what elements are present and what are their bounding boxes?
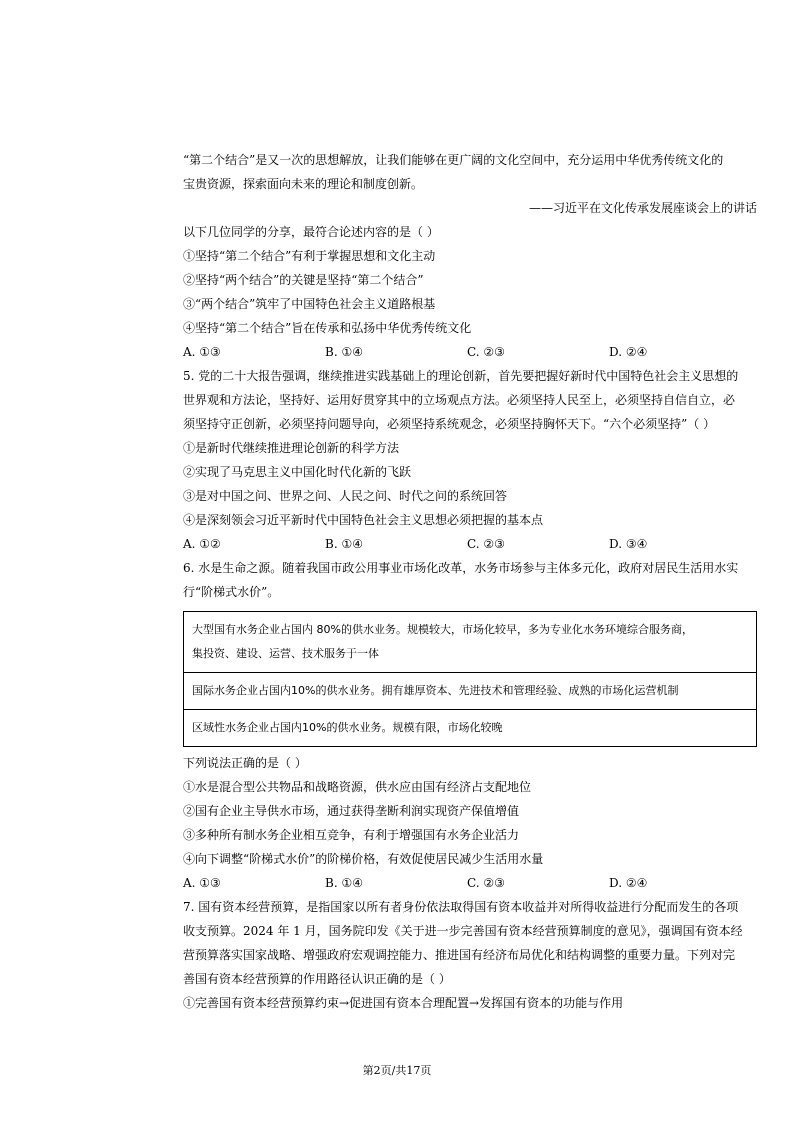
q5-options	[183, 532, 757, 556]
q5-option-a: A. ①②	[183, 537, 221, 551]
q7-item-1: ①完善国有资本经营预算约束→促进国有资本合理配置→发挥国有资本的功能与作用	[183, 996, 624, 1010]
q4-item-4: ④坚持“第二个结合”旨在传承和弘扬中华优秀传统文化	[183, 321, 472, 335]
q6-stem-line-2: 行“阶梯式水价”。	[183, 585, 280, 599]
water-market-table	[183, 611, 757, 747]
q4-option-a: A. ①③	[183, 345, 221, 359]
quote-line-1: “第二个结合”是又一次的思想解放，让我们能够在更广阔的文化空间中，充分运用中华优秀传统文化的	[183, 153, 724, 167]
q6-item-3: ③多种所有制水务企业相互竞争，有利于增强国有水务企业活力	[183, 828, 520, 842]
q7-stem-line-3: 营预算落实国家战略、增强政府宏观调控能力、推进国有经济布局优化和结构调整的重要力量。下列对完	[183, 948, 736, 962]
q5-stem-line-3: 须坚持守正创新，必须坚持问题导向，必须坚持系统观念，必须坚持胸怀天下。“六个必须坚持”（ ）	[183, 417, 716, 431]
q4-item-2: ②坚持“两个结合”的关键是坚持“第二个结合”	[183, 273, 424, 287]
page-content	[183, 148, 757, 1015]
q6-stem-line-1: 6. 水是生命之源。随着我国市政公用事业市场化改革，水务市场参与主体多元化，政府对居民生活用水实	[183, 561, 739, 575]
q7-stem-line-2: 收支预算。2024 年 1 月，国务院印发《关于进一步完善国有资本经营预算制度的意见》，强调国有资本经	[183, 924, 743, 938]
q4-option-d: D. ②④	[609, 345, 648, 359]
table-cell-line: 集投资、建设、运营、技术服务于一体	[192, 647, 379, 660]
q5-stem-line-2: 世界观和方法论，坚持好、运用好贯穿其中的立场观点方法。必须坚持人民至上，必须坚持自信自立，必	[183, 393, 736, 407]
table-cell-international	[184, 673, 757, 710]
q7-stem-line-1: 7. 国有资本经营预算，是指国家以所有者身份依法取得国有资本收益并对所得收益进行分配而发生的各项	[183, 900, 739, 914]
q4-stem: 以下几位同学的分享，最符合论述内容的是（ ）	[183, 225, 439, 239]
q6-item-2: ②国有企业主导供水市场，通过获得垄断利润实现资产保值增值	[183, 804, 520, 818]
table-cell-line: 区域性水务企业占国内10%的供水业务。规模有限，市场化较晚	[192, 721, 503, 734]
q6-item-4: ④向下调整“阶梯式水价”的阶梯价格，有效促使居民减少生活用水量	[183, 852, 544, 866]
q5-item-2: ②实现了马克思主义中国化时代化新的飞跃	[183, 465, 412, 479]
quote-source: ——习近平在文化传承发展座谈会上的讲话	[528, 201, 757, 215]
q6-item-1: ①水是混合型公共物品和战略资源，供水应由国有经济占支配地位	[183, 780, 532, 794]
table-cell-large-state-owned	[184, 612, 757, 673]
q6-option-a: A. ①③	[183, 876, 221, 890]
q5-stem-line-1: 5. 党的二十大报告强调，继续推进实践基础上的理论创新，首先要把握好新时代中国特色社会主义思想的	[183, 369, 739, 383]
page-number: 第2页/共17页	[362, 1064, 432, 1077]
q6-question: 下列说法正确的是（ ）	[183, 756, 307, 770]
q4-option-c: C. ②③	[467, 345, 505, 359]
q7-stem-line-4: 善国有资本经营预算的作用路径认识正确的是（ ）	[183, 972, 451, 986]
q6-option-d: D. ②④	[609, 876, 648, 890]
table-row	[184, 612, 757, 673]
table-row	[184, 673, 757, 710]
quote-line-2: 宝贵资源，探索面向未来的理论和制度创新。	[183, 177, 424, 191]
q4-options	[183, 340, 757, 364]
q5-item-3: ③是对中国之问、世界之问、人民之问、时代之问的系统回答	[183, 489, 508, 503]
q5-option-b: B. ①④	[325, 537, 363, 551]
table-cell-line: 国际水务企业占国内10%的供水业务。拥有雄厚资本、先进技术和管理经验、成熟的市场化运营机制	[192, 684, 679, 697]
table-row	[184, 710, 757, 747]
table-cell-line: 大型国有水务企业占国内 80%的供水业务。规模较大，市场化较早，多为专业化水务环境综合服务商，	[192, 623, 693, 636]
q4-option-b: B. ①④	[325, 345, 363, 359]
q5-item-4: ④是深刻领会习近平新时代中国特色社会主义思想必须把握的基本点	[183, 513, 544, 527]
q4-item-1: ①坚持“第二个结合”有利于掌握思想和文化主动	[183, 249, 436, 263]
table-cell-regional	[184, 710, 757, 747]
q6-options	[183, 871, 757, 895]
q6-option-c: C. ②③	[467, 876, 505, 890]
q6-option-b: B. ①④	[325, 876, 363, 890]
q4-item-3: ③“两个结合”筑牢了中国特色社会主义道路根基	[183, 297, 436, 311]
q5-option-c: C. ②③	[467, 537, 505, 551]
q5-item-1: ①是新时代继续推进理论创新的科学方法	[183, 441, 400, 455]
q5-option-d: D. ③④	[609, 537, 648, 551]
